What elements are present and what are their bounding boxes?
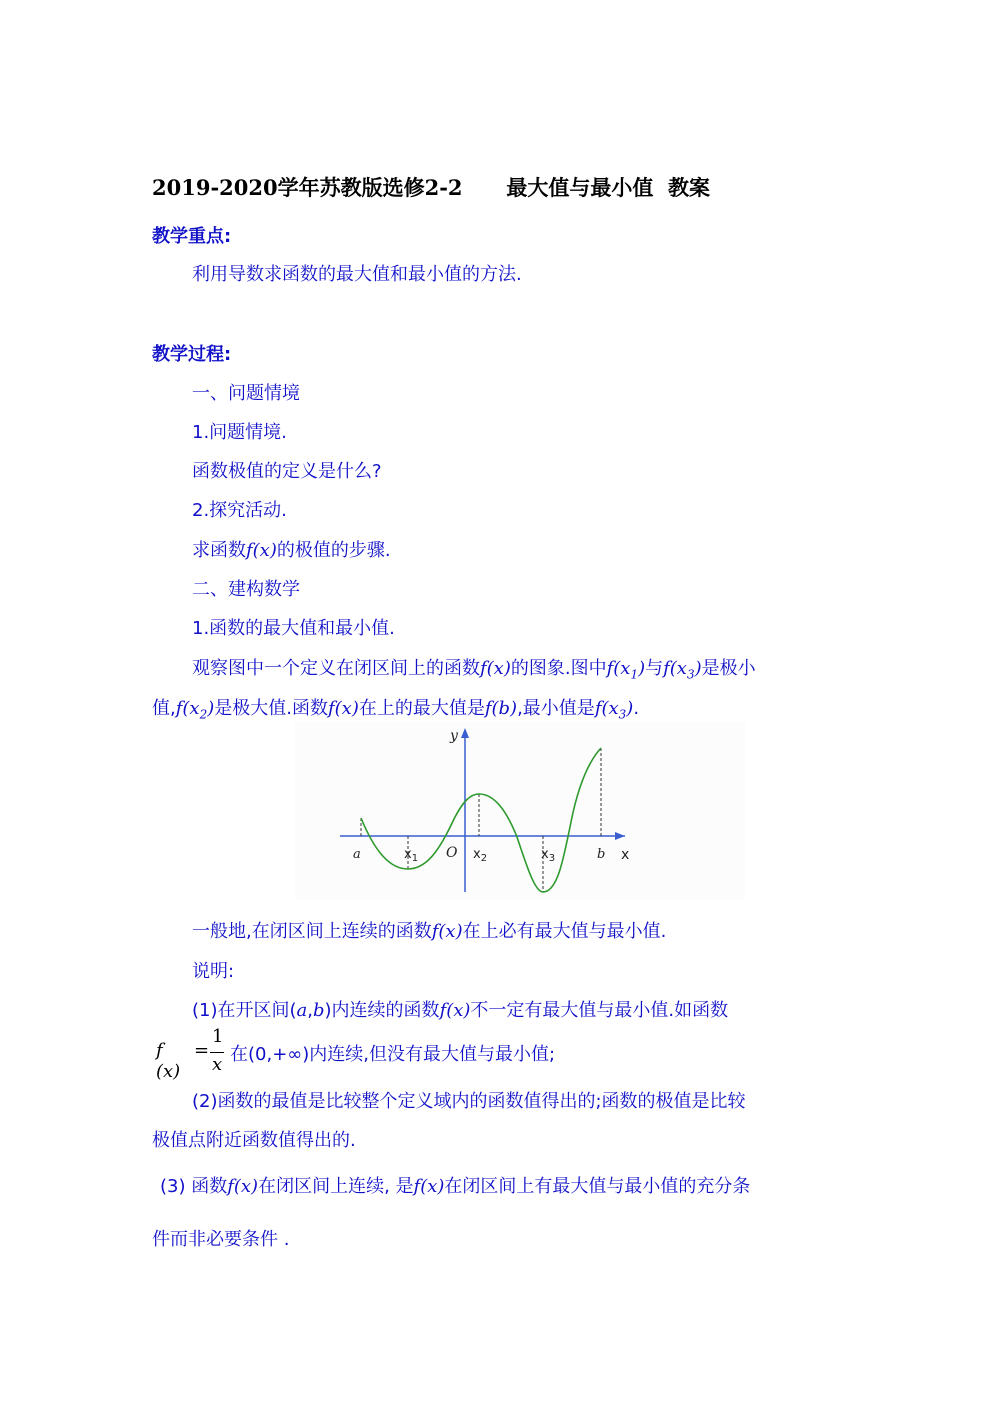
function-fx: f(x) bbox=[439, 1000, 471, 1021]
label-b: b bbox=[597, 847, 606, 862]
label-x1: $x_1$ bbox=[404, 847, 419, 864]
note-3-line-2: 件而非必要条件 . bbox=[152, 1229, 290, 1250]
section-2-title: 二、建构数学 bbox=[192, 579, 300, 600]
function-fx: f(x) bbox=[413, 1176, 445, 1197]
var-a: a bbox=[296, 1000, 308, 1021]
function-fx3: $f(x_3)$ bbox=[663, 658, 702, 682]
frac-denominator: x bbox=[212, 1054, 223, 1075]
note-2-line-2: 极值点附近函数值得出的. bbox=[152, 1130, 356, 1151]
key-points-text: 利用导数求函数的最大值和最小值的方法. bbox=[192, 264, 522, 285]
section-2-1-title: 1.函数的最大值和最小值. bbox=[192, 618, 395, 639]
text-span: , bbox=[307, 1000, 313, 1021]
notes-heading: 说明: bbox=[192, 961, 235, 982]
frac-fx: f (x) bbox=[156, 1040, 181, 1082]
note-1-line-2: 在(0,+∞)内连续,但没有最大值与最小值; bbox=[230, 1044, 556, 1065]
label-a: a bbox=[353, 847, 361, 862]
key-points-heading: 教学重点: bbox=[152, 226, 232, 247]
question-2 bbox=[192, 536, 391, 562]
text-span: (3) 函数 bbox=[160, 1176, 228, 1197]
question-2-text-b: 的极值的步骤. bbox=[276, 540, 391, 561]
text-span: 在上必有最大值与最小值. bbox=[462, 921, 667, 942]
text-span: 与 bbox=[645, 658, 664, 679]
function-graph bbox=[295, 722, 745, 900]
label-y: y bbox=[450, 728, 458, 744]
text-span: 值, bbox=[152, 698, 176, 719]
text-span: 的图象.图中 bbox=[510, 658, 607, 679]
process-heading: 教学过程: bbox=[152, 344, 232, 365]
text-span: 在闭区间上有最大值与最小值的充分条 bbox=[444, 1176, 751, 1197]
text-span: 观察图中一个定义在闭区间上的函数 bbox=[192, 658, 480, 679]
function-fx: f(x) bbox=[431, 921, 463, 942]
function-fx: f(x) bbox=[227, 1176, 259, 1197]
text-span: )内连续的函数 bbox=[324, 1000, 440, 1021]
label-x3: $x_3$ bbox=[541, 847, 556, 864]
note-1-line-1 bbox=[192, 996, 728, 1022]
function-fx: f(x) bbox=[246, 540, 277, 561]
observe-paragraph-line-2 bbox=[152, 694, 639, 722]
text-span: 在闭区间上连续, 是 bbox=[258, 1176, 414, 1197]
text-span: 不一定有最大值与最小值.如函数 bbox=[470, 1000, 729, 1021]
section-1-1-title: 1.问题情境. bbox=[192, 422, 287, 443]
general-statement bbox=[192, 917, 666, 943]
section-1-title: 一、问题情境 bbox=[192, 383, 300, 404]
var-b: b bbox=[313, 1000, 325, 1021]
text-span: 是极小 bbox=[701, 658, 756, 679]
frac-numerator: 1 bbox=[212, 1026, 224, 1047]
label-x: x bbox=[621, 847, 630, 863]
function-fb: f(b) bbox=[484, 698, 518, 719]
note-3-line-1 bbox=[160, 1172, 750, 1198]
frac-bar bbox=[210, 1052, 224, 1053]
function-fx: f(x) bbox=[327, 698, 359, 719]
function-fx2: $f(x_2)$ bbox=[175, 698, 215, 722]
function-fx: f(x) bbox=[480, 658, 511, 679]
section-1-2-title: 2.探究活动. bbox=[192, 500, 287, 521]
text-span: (1)在开区间( bbox=[192, 1000, 297, 1021]
text-span: 在上的最大值是 bbox=[358, 698, 485, 719]
function-fx1: $f(x_1)$ bbox=[606, 658, 646, 682]
text-span: . bbox=[633, 698, 640, 719]
label-x2: $x_2$ bbox=[473, 847, 488, 864]
function-fx3: $f(x_3)$ bbox=[594, 698, 634, 722]
text-span: 是极大值.函数 bbox=[214, 698, 328, 719]
label-origin: O bbox=[446, 845, 458, 861]
text-span: 一般地,在闭区间上连续的函数 bbox=[192, 921, 432, 942]
observe-paragraph-line-1 bbox=[192, 654, 756, 682]
note-2-line-1: (2)函数的最值是比较整个定义域内的函数值得出的;函数的极值是比较 bbox=[192, 1091, 746, 1112]
question-1: 函数极值的定义是什么? bbox=[192, 461, 382, 482]
frac-eq: = bbox=[194, 1040, 210, 1061]
question-2-text-a: 求函数 bbox=[192, 540, 246, 561]
text-span: ,最小值是 bbox=[517, 698, 595, 719]
page-title: 2019-2020学年苏教版选修2-2 最大值与最小值 教案 bbox=[152, 175, 711, 200]
